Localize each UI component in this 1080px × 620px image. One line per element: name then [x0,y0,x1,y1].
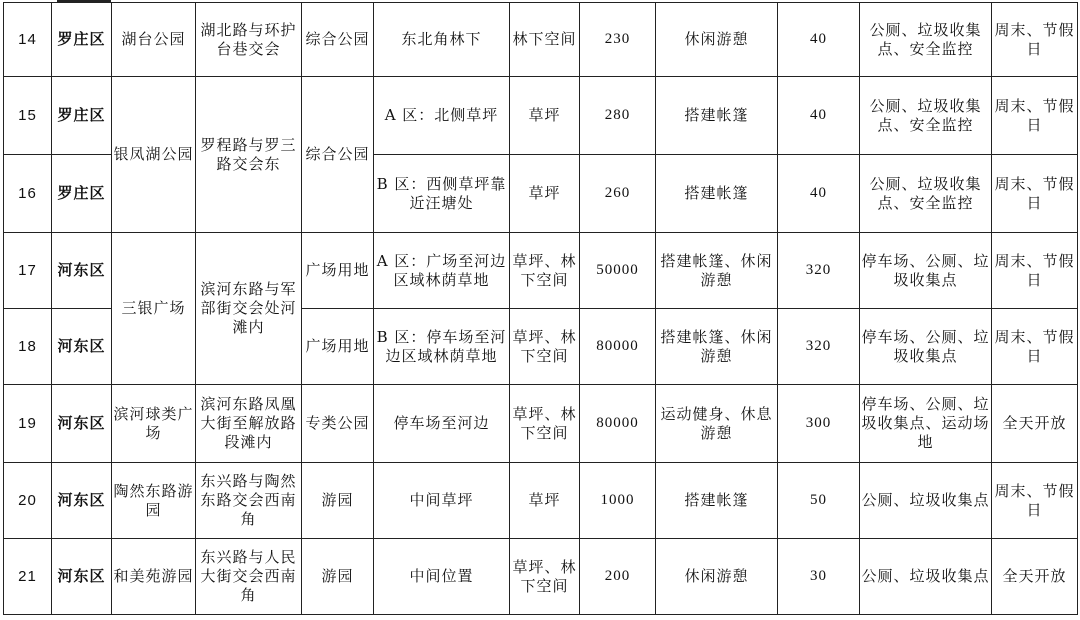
facilities-cell: 公厕、垃圾收集点、安全监控 [860,77,992,155]
park-name-cell: 陶然东路游园 [112,463,196,539]
activity-cell: 休闲游憩 [656,539,778,615]
facilities-cell: 停车场、公厕、垃圾收集点 [860,309,992,385]
open-time-cell: 周末、节假日 [992,463,1078,539]
space-type-cell: 草坪 [510,155,580,233]
capacity-cell: 320 [778,309,860,385]
facilities-cell: 公厕、垃圾收集点 [860,463,992,539]
camp-location-cell: B 区：西侧草坪靠近汪塘处 [374,155,510,233]
open-time-cell: 周末、节假日 [992,77,1078,155]
area-cell: 260 [580,155,656,233]
district-cell: 罗庄区 [52,3,112,77]
space-type-cell: 草坪、林下空间 [510,539,580,615]
table-row [4,385,1078,463]
park-name-cell: 三银广场 [112,233,196,385]
camp-location-cell: 中间位置 [374,539,510,615]
camp-location-cell: B 区：停车场至河边区域林荫草地 [374,309,510,385]
address-cell: 罗程路与罗三路交会东 [196,77,302,233]
park-type-cell: 综合公园 [302,77,374,233]
open-time-cell: 周末、节假日 [992,233,1078,309]
park-type-cell: 游园 [302,463,374,539]
district-cell: 河东区 [52,233,112,309]
district-cell: 河东区 [52,385,112,463]
facilities-cell: 停车场、公厕、垃圾收集点、运动场地 [860,385,992,463]
park-type-cell: 广场用地 [302,233,374,309]
open-time-cell: 全天开放 [992,385,1078,463]
space-type-cell: 林下空间 [510,3,580,77]
row-number: 20 [4,463,52,539]
district-cell: 罗庄区 [52,77,112,155]
facilities-cell: 公厕、垃圾收集点、安全监控 [860,155,992,233]
district-cell: 河东区 [52,463,112,539]
park-camping-table [3,2,1078,615]
address-cell: 滨河东路与军部街交会处河滩内 [196,233,302,385]
row-number: 16 [4,155,52,233]
capacity-cell: 40 [778,155,860,233]
camp-location-cell: A 区：广场至河边区域林荫草地 [374,233,510,309]
park-type-cell: 专类公园 [302,385,374,463]
row-number: 17 [4,233,52,309]
space-type-cell: 草坪、林下空间 [510,233,580,309]
facilities-cell: 停车场、公厕、垃圾收集点 [860,233,992,309]
camp-location-cell: 东北角林下 [374,3,510,77]
address-cell: 东兴路与人民大街交会西南角 [196,539,302,615]
activity-cell: 休闲游憩 [656,3,778,77]
park-name-cell: 银凤湖公园 [112,77,196,233]
park-type-cell: 游园 [302,539,374,615]
capacity-cell: 40 [778,3,860,77]
district-cell: 河东区 [52,309,112,385]
park-name-cell: 和美苑游园 [112,539,196,615]
activity-cell: 搭建帐篷 [656,155,778,233]
capacity-cell: 300 [778,385,860,463]
space-type-cell: 草坪、林下空间 [510,385,580,463]
district-cell: 河东区 [52,539,112,615]
park-type-cell: 综合公园 [302,3,374,77]
table-row [4,539,1078,615]
area-cell: 1000 [580,463,656,539]
capacity-cell: 30 [778,539,860,615]
space-type-cell: 草坪 [510,77,580,155]
space-type-cell: 草坪 [510,463,580,539]
open-time-cell: 周末、节假日 [992,155,1078,233]
park-name-cell: 湖台公园 [112,3,196,77]
row-number: 21 [4,539,52,615]
area-cell: 200 [580,539,656,615]
row-number: 18 [4,309,52,385]
table-row [4,463,1078,539]
activity-cell: 搭建帐篷 [656,463,778,539]
area-cell: 80000 [580,385,656,463]
table-row [4,77,1078,155]
activity-cell: 搭建帐篷、休闲游憩 [656,309,778,385]
capacity-cell: 40 [778,77,860,155]
area-cell: 50000 [580,233,656,309]
capacity-cell: 320 [778,233,860,309]
district-cell: 罗庄区 [52,155,112,233]
facilities-cell: 公厕、垃圾收集点 [860,539,992,615]
table-row [4,3,1078,77]
row-number: 15 [4,77,52,155]
open-time-cell: 周末、节假日 [992,3,1078,77]
activity-cell: 搭建帐篷、休闲游憩 [656,233,778,309]
park-type-cell: 广场用地 [302,309,374,385]
row-number: 19 [4,385,52,463]
address-cell: 滨河东路凤凰大街至解放路段滩内 [196,385,302,463]
row-number: 14 [4,3,52,77]
park-name-cell: 滨河球类广场 [112,385,196,463]
area-cell: 280 [580,77,656,155]
address-cell: 东兴路与陶然东路交会西南角 [196,463,302,539]
activity-cell: 搭建帐篷 [656,77,778,155]
space-type-cell: 草坪、林下空间 [510,309,580,385]
table-row [4,233,1078,309]
camp-location-cell: 停车场至河边 [374,385,510,463]
capacity-cell: 50 [778,463,860,539]
open-time-cell: 全天开放 [992,539,1078,615]
address-cell: 湖北路与环护台巷交会 [196,3,302,77]
open-time-cell: 周末、节假日 [992,309,1078,385]
facilities-cell: 公厕、垃圾收集点、安全监控 [860,3,992,77]
activity-cell: 运动健身、休息游憩 [656,385,778,463]
area-cell: 230 [580,3,656,77]
camp-location-cell: A 区：北侧草坪 [374,77,510,155]
camp-location-cell: 中间草坪 [374,463,510,539]
area-cell: 80000 [580,309,656,385]
